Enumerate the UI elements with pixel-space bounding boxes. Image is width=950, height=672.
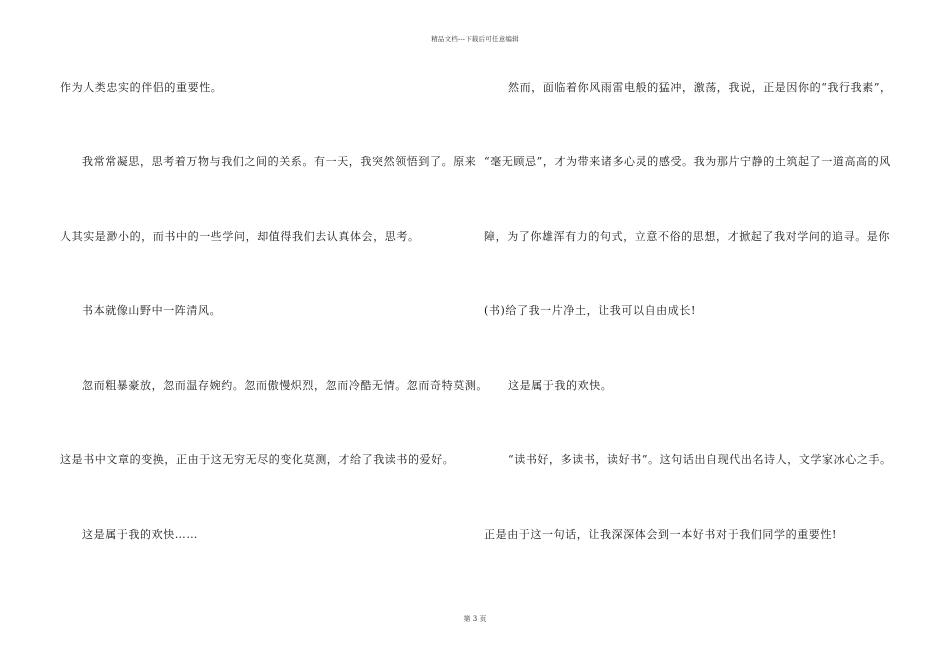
- page-number: 第 3 页: [463, 615, 487, 623]
- paragraph-line: 人其实是渺小的，而书中的一些学问，却值得我们去认真体会，思考。: [60, 230, 420, 243]
- paragraph-line: (书)给了我一片净土，让我可以自由成长!: [484, 304, 697, 317]
- paragraph-line: “读书好，多读书，读好书”。这句话出自现代出名诗人，文学家冰心之手。: [508, 453, 892, 466]
- paragraph-line: 书本就像山野中一阵清风。: [82, 304, 222, 317]
- paragraph-line: 这是属于我的欢快。: [508, 379, 613, 392]
- page-header: 精品文档---下载后可任意编辑: [431, 35, 519, 43]
- paragraph-line: 我常常凝思，思考着万物与我们之间的关系。有一天，我突然领悟到了。原来: [82, 155, 477, 168]
- paragraph-line: 然而，面临着你风雨雷电般的猛冲，激荡，我说，正是因你的“我行我素”，: [508, 81, 892, 94]
- paragraph-line: 这是书中文章的变换，正由于这无穷无尽的变化莫测，才给了我读书的爱好。: [60, 453, 455, 466]
- paragraph-line: “毫无顾忌”，才为带来诸多心灵的感受。我为那片宁静的土筑起了一道高高的风: [484, 155, 891, 168]
- paragraph-line: 这是属于我的欢快……: [82, 528, 198, 541]
- paragraph-line: 障，为了你雄浑有力的句式，立意不俗的思想，才掀起了我对学问的追寻。是你: [484, 230, 890, 243]
- paragraph-line: 作为人类忠实的伴侣的重要性。: [60, 81, 223, 94]
- left-column: [60, 0, 490, 672]
- paragraph-line: 正是由于这一句话，让我深深体会到一本好书对于我们同学的重要性!: [484, 528, 838, 541]
- paragraph-line: 忽而粗暴豪放，忽而温存婉约。忽而傲慢炽烈，忽而冷酷无情。忽而奇特莫测。: [82, 379, 488, 392]
- right-column: [484, 0, 914, 672]
